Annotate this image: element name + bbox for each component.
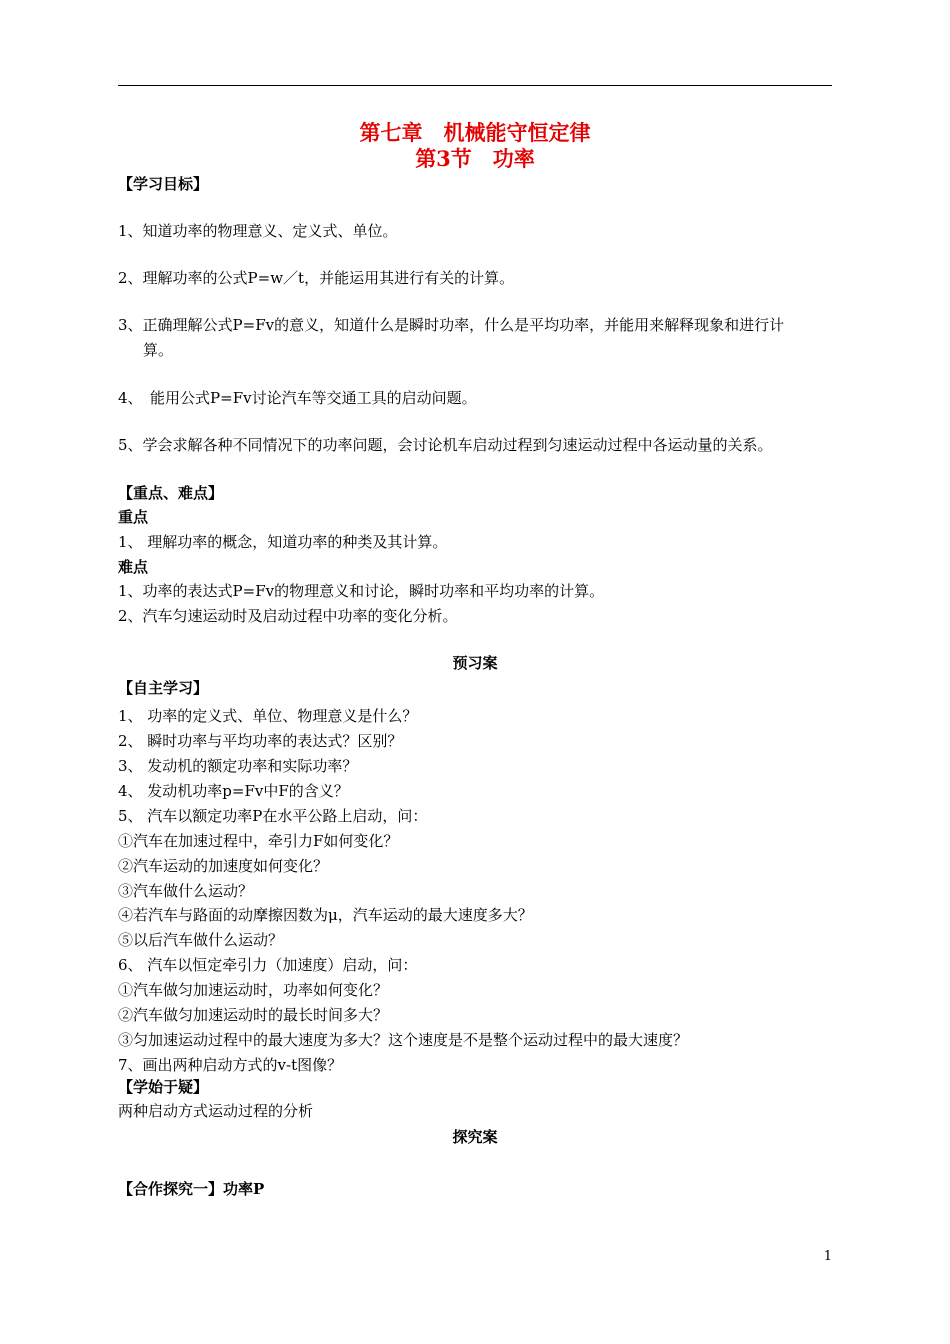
self-study-item: ⑤以后汽车做什么运动？: [118, 931, 284, 949]
coop-heading: 【合作探究一】功率P: [118, 1180, 265, 1198]
chapter-title: 第七章 机械能守恒定律: [359, 120, 591, 145]
doubt-heading: 【学始于疑】: [118, 1078, 209, 1096]
self-study-item: ②汽车做匀加速运动时的最长时间多大？: [118, 1006, 389, 1024]
self-study-item: ②汽车运动的加速度如何变化？: [118, 857, 329, 875]
difficulty-label: 难点: [118, 558, 149, 576]
self-study-item: 7、画出两种启动方式的v-t图像？: [118, 1056, 343, 1074]
self-study-item: ①汽车做匀加速运动时，功率如何变化？: [118, 981, 389, 999]
self-study-item: ③汽车做什么运动？: [118, 882, 254, 900]
difficulty-item: 1、功率的表达式P=Fv的物理意义和讨论，瞬时功率和平均功率的计算。: [118, 582, 605, 600]
keypoints-heading: 【重点、难点】: [118, 484, 224, 502]
self-study-item: 1、 功率的定义式、单位、物理意义是什么？: [118, 707, 418, 725]
self-study-item: ④若汽车与路面的动摩擦因数为μ，汽车运动的最大速度多大？: [118, 906, 533, 924]
objective-item: 5、学会求解各种不同情况下的功率问题，会讨论机车启动过程到匀速运动过程中各运动量的关系。: [118, 436, 773, 454]
difficulty-item: 2、汽车匀速运动时及启动过程中功率的变化分析。: [118, 607, 458, 625]
objective-item: 3、正确理解公式P=Fv的意义，知道什么是瞬时功率，什么是平均功率，并能用来解释现象和进行计: [118, 316, 785, 334]
section-title: 第3节 功率: [415, 146, 535, 171]
self-study-item: ③匀加速运动过程中的最大速度为多大？这个速度是不是整个运动过程中的最大速度？: [118, 1031, 689, 1049]
self-study-item: 2、 瞬时功率与平均功率的表达式？区别？: [118, 732, 403, 750]
self-study-heading: 【自主学习】: [118, 679, 209, 697]
objective-item: 4、 能用公式P=Fv讨论汽车等交通工具的启动问题。: [118, 389, 477, 407]
objectives-heading: 【学习目标】: [118, 175, 209, 193]
objective-item: 1、知道功率的物理意义、定义式、单位。: [118, 222, 398, 240]
self-study-item: 6、 汽车以恒定牵引力（加速度）启动，问：: [118, 956, 418, 974]
self-study-item: 3、 发动机的额定功率和实际功率？: [118, 757, 358, 775]
header-rule: [118, 85, 832, 86]
objective-item-continuation: 算。: [143, 341, 174, 359]
self-study-item: ①汽车在加速过程中，牵引力F如何变化？: [118, 832, 399, 850]
explore-heading: 探究案: [452, 1128, 498, 1146]
self-study-item: 5、 汽车以额定功率P在水平公路上启动，问：: [118, 807, 428, 825]
self-study-item: 4、 发动机功率p=Fv中F的含义？: [118, 782, 349, 800]
objective-item: 2、理解功率的公式P=w／t，并能运用其进行有关的计算。: [118, 269, 515, 287]
page-number: 1: [823, 1249, 832, 1264]
preview-heading: 预习案: [452, 654, 498, 672]
focus-label: 重点: [118, 508, 149, 526]
focus-item: 1、 理解功率的概念，知道功率的种类及其计算。: [118, 533, 448, 551]
doubt-text: 两种启动方式运动过程的分析: [118, 1102, 314, 1120]
